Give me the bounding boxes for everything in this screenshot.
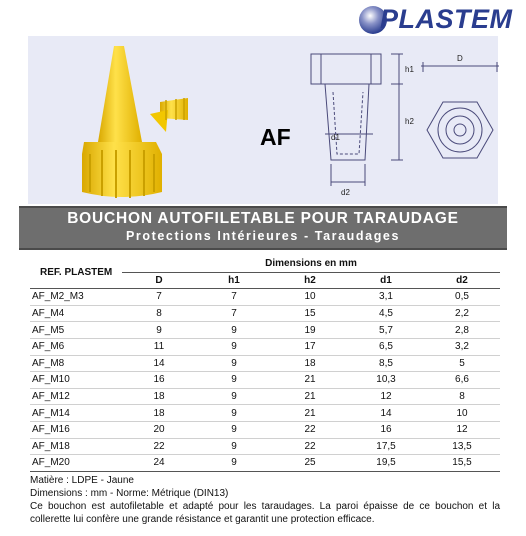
ref-cell: AF_M14 <box>30 405 122 422</box>
dim-cell-D: 18 <box>122 388 196 405</box>
dim-cell-h1: 9 <box>196 421 272 438</box>
banner-subtitle: Protections Intérieures - Taraudages <box>125 229 401 243</box>
column-header: d2 <box>424 272 500 289</box>
banner-title: BOUCHON AUTOFILETABLE POUR TARAUDAGE <box>67 210 459 227</box>
ref-cell: AF_M2_M3 <box>30 289 122 306</box>
dim-cell-D: 20 <box>122 421 196 438</box>
dim-cell-d1: 3,1 <box>348 289 424 306</box>
dim-cell-D: 7 <box>122 289 196 306</box>
dim-cell-h2: 17 <box>272 338 348 355</box>
ref-cell: AF_M4 <box>30 305 122 322</box>
dim-cell-h2: 22 <box>272 421 348 438</box>
dim-cell-d1: 17,5 <box>348 438 424 455</box>
ref-cell: AF_M5 <box>30 322 122 339</box>
ref-cell: AF_M20 <box>30 455 122 472</box>
dim-cell-h1: 9 <box>196 455 272 472</box>
table-row <box>30 372 500 389</box>
table-row <box>30 405 500 422</box>
dim-cell-h1: 7 <box>196 305 272 322</box>
ref-cell: AF_M12 <box>30 388 122 405</box>
product-hero <box>28 36 498 204</box>
brand-logo <box>352 2 522 38</box>
dim-cell-D: 11 <box>122 338 196 355</box>
dim-cell-d1: 10,3 <box>348 372 424 389</box>
dim-label-h1: h1 <box>405 65 414 74</box>
title-banner <box>19 206 507 250</box>
dim-cell-d2: 10 <box>424 405 500 422</box>
dimensions-group-header: Dimensions en mm <box>122 256 500 272</box>
material-note: Matière : LDPE - Jaune <box>30 475 134 486</box>
ref-cell: AF_M16 <box>30 421 122 438</box>
ref-cell: AF_M10 <box>30 372 122 389</box>
dim-label-d1: d1 <box>331 133 340 142</box>
dim-cell-h1: 9 <box>196 388 272 405</box>
table-row <box>30 289 500 306</box>
dim-label-h2: h2 <box>405 117 414 126</box>
dim-cell-D: 18 <box>122 405 196 422</box>
dim-cell-d1: 12 <box>348 388 424 405</box>
table-row <box>30 305 500 322</box>
dim-cell-d2: 0,5 <box>424 289 500 306</box>
dim-cell-d1: 14 <box>348 405 424 422</box>
dim-cell-d1: 8,5 <box>348 355 424 372</box>
column-header: D <box>122 272 196 289</box>
dim-cell-d2: 5 <box>424 355 500 372</box>
table-row <box>30 421 500 438</box>
dim-cell-h2: 22 <box>272 438 348 455</box>
brand-name: PLASTEM <box>380 4 513 34</box>
table-row <box>30 455 500 472</box>
dim-cell-h1: 9 <box>196 322 272 339</box>
dim-cell-d2: 2,8 <box>424 322 500 339</box>
dim-cell-D: 9 <box>122 322 196 339</box>
dim-cell-h2: 18 <box>272 355 348 372</box>
dim-cell-h1: 9 <box>196 372 272 389</box>
dim-cell-d1: 4,5 <box>348 305 424 322</box>
table-row <box>30 438 500 455</box>
dim-cell-h1: 9 <box>196 405 272 422</box>
dim-cell-d2: 12 <box>424 421 500 438</box>
dim-cell-d2: 2,2 <box>424 305 500 322</box>
dim-cell-h2: 21 <box>272 372 348 389</box>
table-body <box>30 289 500 472</box>
dim-cell-d2: 6,6 <box>424 372 500 389</box>
dim-label-D: D <box>457 54 463 63</box>
dim-cell-h2: 25 <box>272 455 348 472</box>
dim-cell-h2: 10 <box>272 289 348 306</box>
dim-cell-h2: 21 <box>272 388 348 405</box>
table-row <box>30 322 500 339</box>
dim-label-d2: d2 <box>341 188 350 197</box>
dim-cell-d1: 19,5 <box>348 455 424 472</box>
dim-cell-d2: 3,2 <box>424 338 500 355</box>
dim-cell-h1: 9 <box>196 338 272 355</box>
dim-cell-d1: 16 <box>348 421 424 438</box>
dim-cell-h1: 9 <box>196 355 272 372</box>
dim-cell-h1: 7 <box>196 289 272 306</box>
dim-cell-d2: 8 <box>424 388 500 405</box>
dim-cell-d2: 15,5 <box>424 455 500 472</box>
description-note: Ce bouchon est autofiletable et adapté pour les taraudages. La paroi épaisse de ce bouchon et la collerette lui confère une grande résistance et garantit une protection efficace. <box>30 501 500 525</box>
table-row <box>30 355 500 372</box>
ref-column-header: REF. PLASTEM <box>30 256 122 289</box>
table-row <box>30 388 500 405</box>
dimensions-table <box>30 256 500 472</box>
ref-cell: AF_M8 <box>30 355 122 372</box>
dim-cell-h1: 9 <box>196 438 272 455</box>
dim-cell-D: 8 <box>122 305 196 322</box>
product-photo-icon <box>38 42 198 202</box>
dim-cell-D: 14 <box>122 355 196 372</box>
column-header: h2 <box>272 272 348 289</box>
technical-drawing-icon <box>303 42 503 202</box>
dim-cell-h2: 19 <box>272 322 348 339</box>
dim-cell-D: 22 <box>122 438 196 455</box>
ref-cell: AF_M6 <box>30 338 122 355</box>
dim-cell-D: 16 <box>122 372 196 389</box>
column-header: h1 <box>196 272 272 289</box>
dim-cell-d1: 6,5 <box>348 338 424 355</box>
table-row <box>30 338 500 355</box>
dim-cell-h2: 15 <box>272 305 348 322</box>
column-header: d1 <box>348 272 424 289</box>
product-notes <box>30 474 500 526</box>
dim-cell-h2: 21 <box>272 405 348 422</box>
product-code: AF <box>260 124 291 150</box>
dim-cell-d2: 13,5 <box>424 438 500 455</box>
dimensions-note: Dimensions : mm - Norme: Métrique (DIN13) <box>30 488 229 499</box>
dim-cell-D: 24 <box>122 455 196 472</box>
dim-cell-d1: 5,7 <box>348 322 424 339</box>
ref-cell: AF_M18 <box>30 438 122 455</box>
